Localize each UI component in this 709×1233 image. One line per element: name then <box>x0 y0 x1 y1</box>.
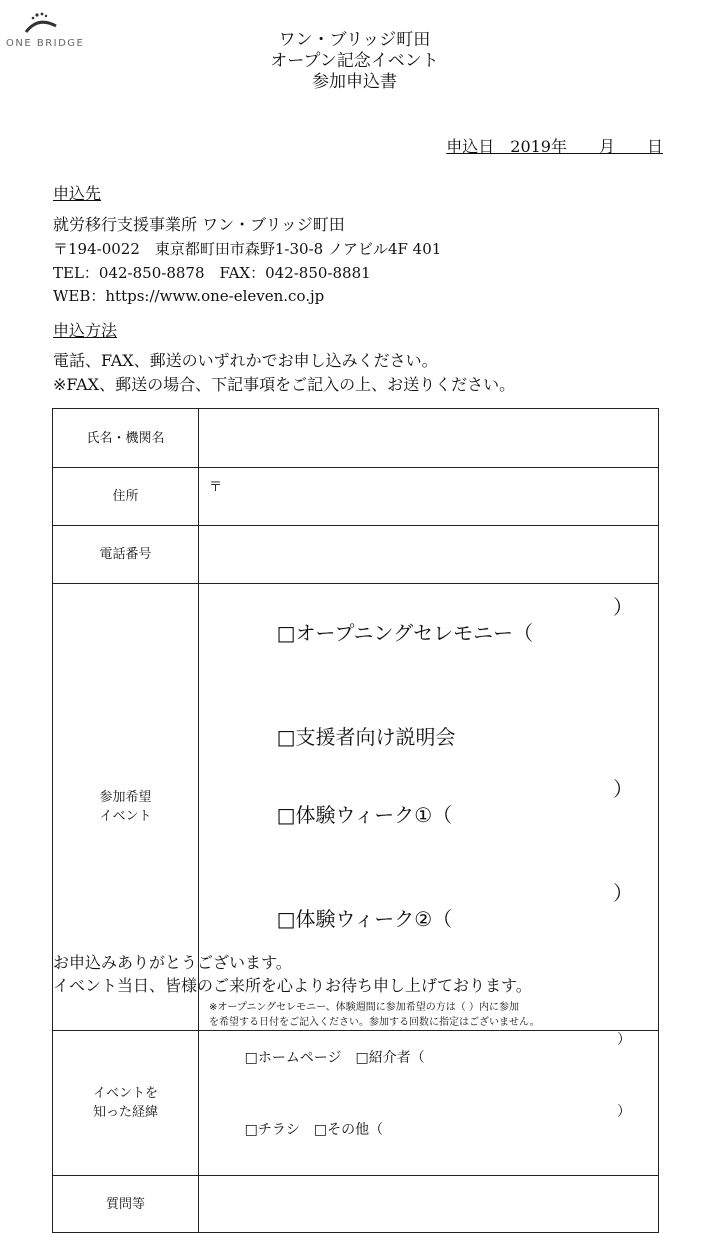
recipient-address: 〒194-0022 東京都町田市森野1-30-8 ノアビル4F 401 <box>53 240 442 258</box>
event-option-opening-ceremony[interactable] <box>213 594 658 698</box>
name-field[interactable] <box>199 409 659 468</box>
how-heard-line-1[interactable] <box>209 1031 658 1103</box>
how-heard-label-line-1: イベントを <box>92 1086 158 1101</box>
how-heard-options: □ホームページ □紹介者（ <box>244 1050 425 1066</box>
name-label: 氏名・機関名 <box>53 409 199 468</box>
recipient-heading: 申込先 <box>53 184 102 203</box>
close-paren: ） <box>617 1032 631 1048</box>
event-option-label: □体験ウィーク①（ <box>276 803 453 827</box>
phone-label: 電話番号 <box>53 526 199 584</box>
phone-field[interactable] <box>199 526 659 584</box>
form-row-address <box>53 468 659 526</box>
form-row-questions <box>53 1176 659 1233</box>
close-paren: ） <box>613 595 633 619</box>
postal-mark: 〒 <box>209 480 223 495</box>
event-label-line-2: イベント <box>99 809 152 824</box>
application-date: 申込日 2019年 月 日 <box>446 137 663 156</box>
event-note <box>209 1000 658 1030</box>
title-line-2: オープン記念イベント <box>270 51 439 71</box>
address-label: 住所 <box>53 468 199 526</box>
closing-line-2: イベント当日、皆様のご来所を心よりお待ち申し上げております。 <box>53 976 532 995</box>
title-line-3: 参加申込書 <box>312 72 397 92</box>
event-note-line-2: を希望する日付をご記入ください。参加する回数に指定はございません。 <box>209 1017 540 1028</box>
how-heard-options: □チラシ □その他（ <box>244 1122 384 1138</box>
event-label-line-1: 参加希望 <box>99 790 152 805</box>
how-heard-line-2[interactable] <box>209 1103 658 1175</box>
questions-field[interactable] <box>199 1176 659 1233</box>
address-field[interactable] <box>199 468 659 526</box>
method-line-1: 電話、FAX、郵送のいずれかでお申し込みください。 <box>53 351 438 370</box>
event-option-label: □オープニングセレモニー（ <box>276 621 534 645</box>
page-title <box>0 30 709 93</box>
close-paren: ） <box>613 777 633 801</box>
form-row-phone <box>53 526 659 584</box>
event-note-line-1: ※オープニングセレモニー、体験週間に参加希望の方は（ ）内に参加 <box>209 1002 519 1013</box>
recipient-name: 就労移行支援事業所 ワン・ブリッジ町田 <box>53 215 345 234</box>
title-line-1: ワン・ブリッジ町田 <box>278 30 431 50</box>
questions-label: 質問等 <box>53 1176 199 1233</box>
application-form-table <box>52 408 659 1233</box>
logo-text: ONE BRIDGE <box>6 38 85 49</box>
recipient-web: WEB：https://www.one-eleven.co.jp <box>53 287 325 305</box>
close-paren: ） <box>617 1104 631 1120</box>
event-option-trial-week-1[interactable] <box>213 776 658 880</box>
event-option-supporter-briefing[interactable] <box>213 698 658 776</box>
event-option-label: □体験ウィーク②（ <box>276 907 453 931</box>
recipient-tel-fax: TEL：042-850-8878 FAX：042-850-8881 <box>53 264 371 282</box>
event-option-label: □支援者向け説明会 <box>276 725 456 749</box>
method-heading: 申込方法 <box>53 321 118 340</box>
form-row-name <box>53 409 659 468</box>
closing-line-1: お申込みありがとうございます。 <box>53 953 292 972</box>
how-heard-label-line-2: 知った経緯 <box>92 1105 158 1120</box>
close-paren: ） <box>613 881 633 905</box>
form-row-how-heard <box>53 1031 659 1176</box>
how-heard-label <box>53 1031 199 1176</box>
how-heard-field <box>199 1031 659 1176</box>
method-line-2: ※FAX、郵送の場合、下記事項をご記入の上、お送りください。 <box>53 375 516 394</box>
